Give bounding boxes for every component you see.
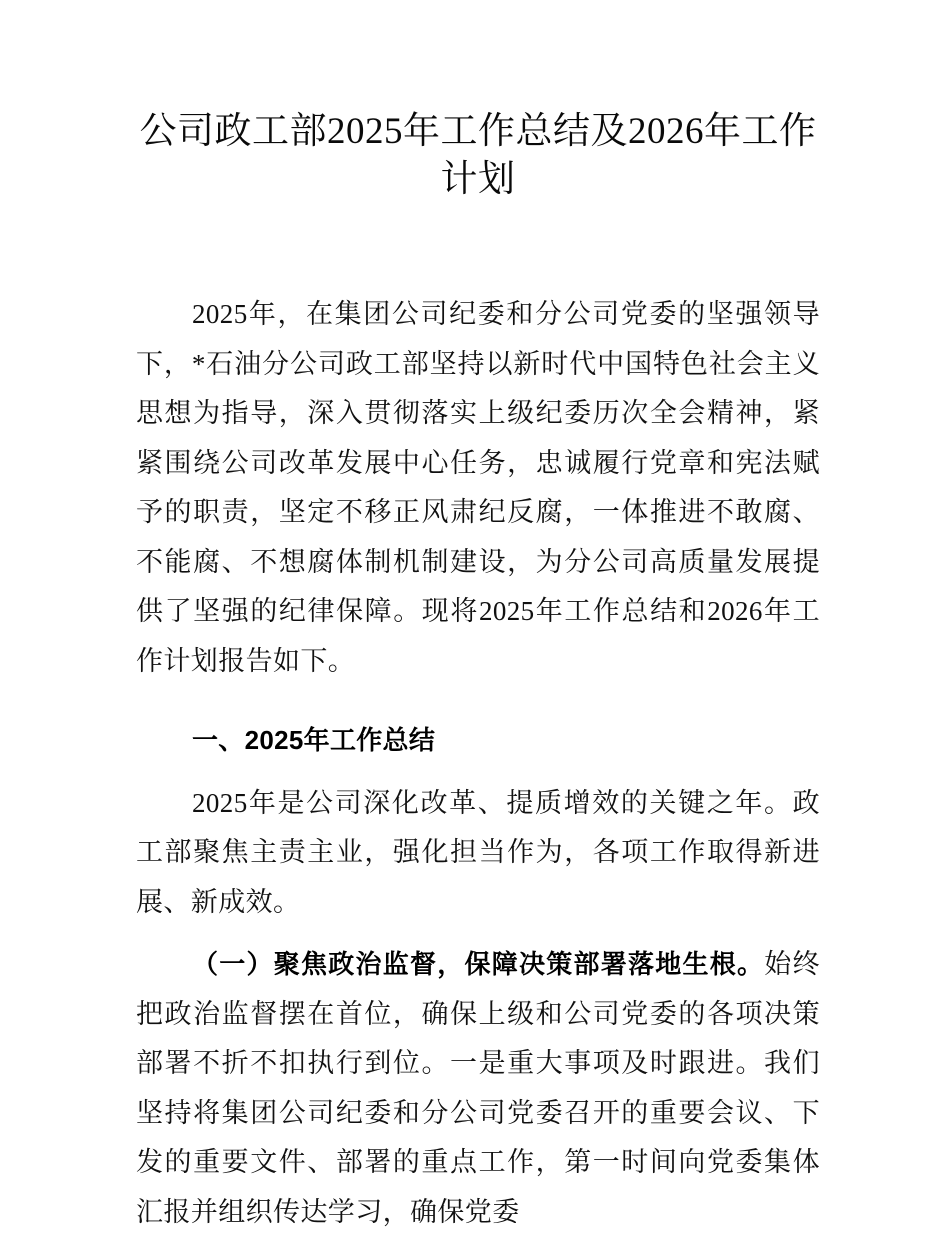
paragraph-item-one	[136, 927, 820, 1237]
section-heading-one: 一、2025年工作总结	[192, 725, 436, 755]
item-one-lead: （一）聚焦政治监督，保障决策部署落地生根。	[192, 949, 765, 979]
paragraph-intro: 2025年，在集团公司纪委和分公司党委的坚强领导下，*石油分公司政工部坚持以新时代中国特色社会主义思想为指导，深入贯彻落实上级纪委历次全会精神，紧紧围绕公司改革发展中心任务，忠诚履行党章和宪法赋予的职责，坚定不移正风肃纪反腐，一体推进不敢腐、不能腐、不想腐体制机制建设，为分公司高质量发展提供了坚强的纪律保障。现将2025年工作总结和2026年工作计划报告如下。	[136, 299, 820, 676]
paragraph-section-one-intro: 2025年是公司深化改革、提质增效的关键之年。政工部聚焦主责主业，强化担当作为，各项工作取得新进展、新成效。	[136, 787, 820, 917]
item-one-body: 始终把政治监督摆在首位，确保上级和公司党委的各项决策部署不折不扣执行到位。一是重大事项及时跟进。我们坚持将集团公司纪委和分公司党委召开的重要会议、下发的重要文件、部署的重点工作，第一时间向党委集体汇报并组织传达学习，确保党委	[136, 949, 820, 1227]
document-content	[136, 0, 820, 1237]
page-title: 公司政工部2025年工作总结及2026年工作计划	[139, 111, 817, 200]
